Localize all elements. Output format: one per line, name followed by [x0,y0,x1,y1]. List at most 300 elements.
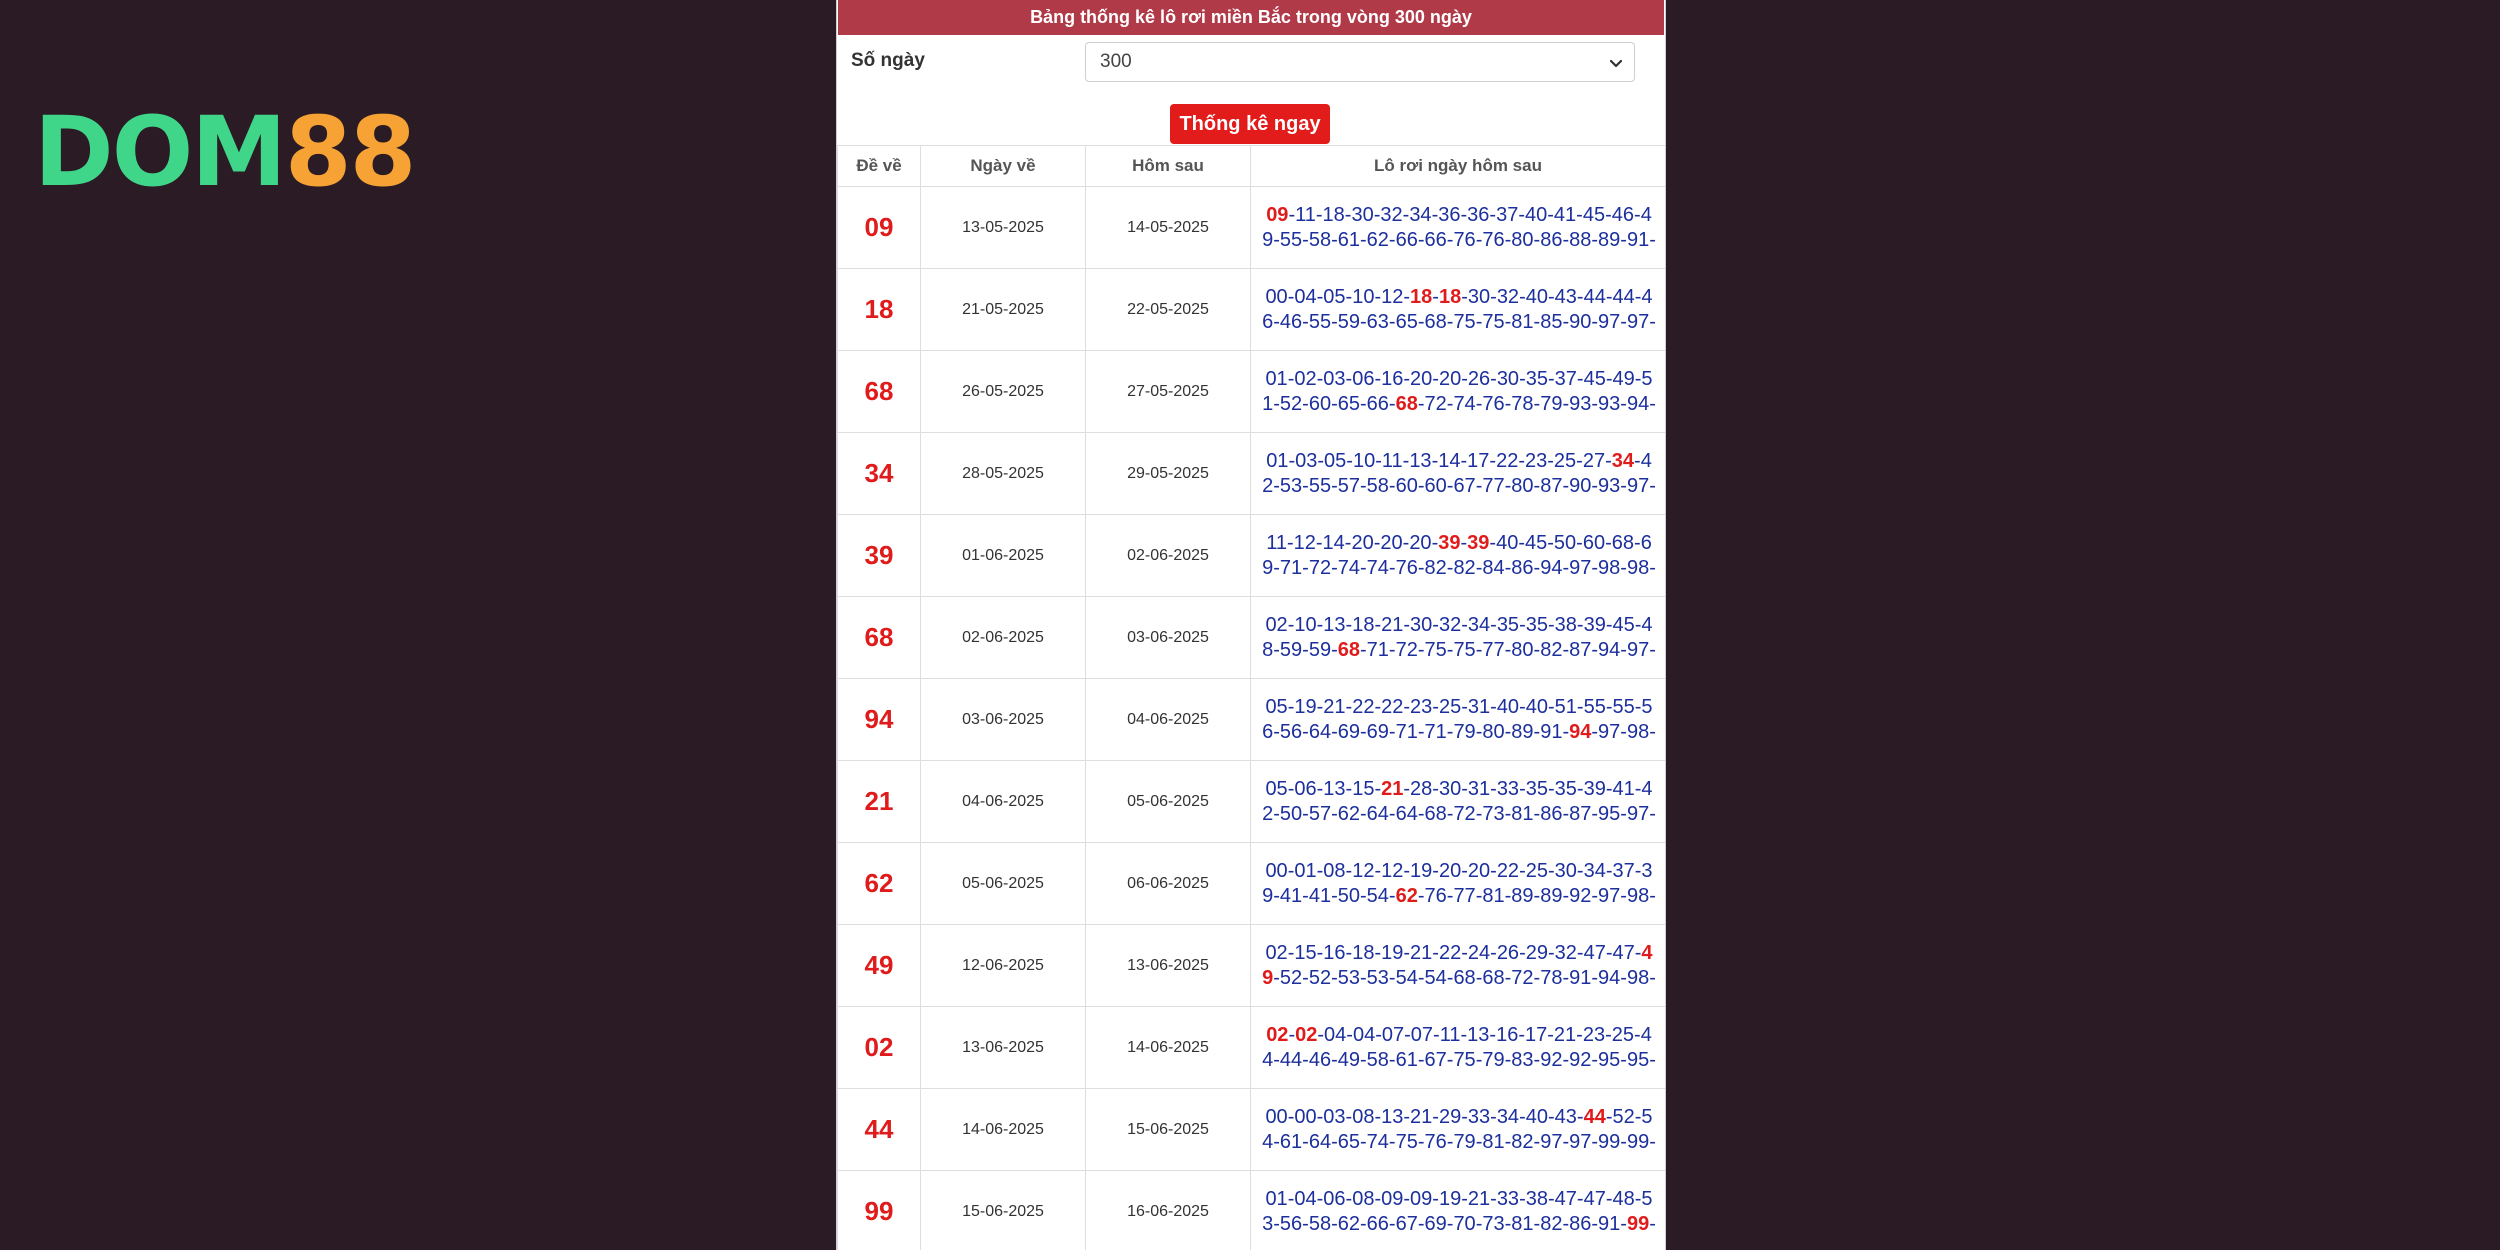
lo-number: 50 [1279,802,1303,825]
lo-roi-cell: 05-06-13-15-21-28-30-31-33-35-35-39-41-42-50-57-62-64-64-68-72-73-81-86-87-95-97- [1251,761,1666,843]
lo-number: 71 [1366,638,1389,661]
lo-number: 86 [1569,1212,1592,1235]
lo-number: 88 [1569,228,1592,251]
lo-number: 25 [1553,449,1577,472]
lo-number: 40 [1525,285,1548,308]
lo-number: 74 [1337,556,1360,579]
lo-number: 67 [1453,474,1476,497]
lo-number: 91 [1569,966,1592,989]
lo-number: 64 [1308,1130,1332,1153]
lo-number: 22 [1496,859,1520,882]
lo-roi-cell: 01-02-03-06-16-20-20-26-30-35-37-45-49-51-52-60-65-66-68-72-74-76-78-79-93-93-94- [1251,351,1666,433]
lo-number: 18 [1322,203,1345,226]
lo-number: 83 [1511,1048,1534,1071]
lo-number: 75 [1453,638,1476,661]
lo-number: 17 [1467,449,1490,472]
lo-number: 13 [1381,1105,1404,1128]
lo-number: 25 [1525,859,1548,882]
lo-number: 80 [1511,228,1534,251]
lo-number: 80 [1511,638,1534,661]
lo-number: 99 [1626,1130,1650,1153]
lo-number: 13 [1409,449,1432,472]
lo-number: 05 [1265,777,1288,800]
lo-number: 22 [1352,695,1375,718]
lo-number: 86 [1511,556,1534,579]
lo-number: 68 [1453,966,1476,989]
lo-number-highlight: 68 [1395,392,1418,415]
lo-number: 74 [1453,392,1476,415]
de-ve-cell: 68 [838,597,921,679]
lo-number: 67 [1395,1212,1418,1235]
lo-number: 58 [1366,1048,1389,1071]
lo-number: 39 [1583,613,1606,636]
lo-number: 84 [1482,556,1505,579]
lo-number: 59 [1308,638,1332,661]
lo-number: 60 [1308,392,1332,415]
lo-number: 53 [1337,966,1360,989]
lo-number-highlight: 21 [1381,777,1404,800]
lo-number: 76 [1453,228,1476,251]
lo-number: 68 [1424,310,1447,333]
lo-number: 94 [1540,556,1563,579]
de-ve-cell: 34 [838,433,921,515]
lo-number: 70 [1453,1212,1476,1235]
lo-number: 93 [1569,392,1592,415]
lo-number: 21 [1553,1023,1577,1046]
hom-sau-cell: 15-06-2025 [1086,1089,1251,1171]
lo-number: 58 [1366,474,1389,497]
de-ve-cell: 99 [838,1171,921,1250]
lo-number: 76 [1424,1130,1447,1153]
lo-number: 98 [1626,966,1650,989]
logo-text-88: 88 [284,96,415,208]
lo-number: 82 [1453,556,1476,579]
lo-number: 52 [1308,966,1332,989]
lo-number: 02 [1265,941,1288,964]
lo-number: 67 [1424,1048,1447,1071]
lo-number: 30 [1496,367,1520,390]
dom88-logo [34,96,415,208]
de-ve-cell: 49 [838,925,921,1007]
lo-number: 82 [1424,556,1447,579]
lo-number: 56 [1279,720,1303,743]
lo-number: 23 [1525,449,1548,472]
lo-number: 59 [1279,638,1303,661]
lo-number: 92 [1540,1048,1563,1071]
table-row [838,515,1666,597]
lo-roi-cell: 02-02-04-04-07-07-11-13-16-17-21-23-25-44-44-46-49-58-61-67-75-79-83-92-92-95-95- [1251,1007,1666,1089]
lo-number: 60 [1582,531,1606,554]
lo-number: 11 [1439,1023,1461,1046]
lo-number: 87 [1569,638,1592,661]
lo-number: 79 [1453,720,1476,743]
lo-number: 02 [1294,367,1317,390]
de-ve-cell: 18 [838,269,921,351]
lo-number-highlight: 34 [1611,449,1635,472]
lo-number: 34 [1496,1105,1520,1128]
lo-number: 29 [1525,941,1548,964]
lo-number: 48 [1612,1187,1635,1210]
lo-number: 23 [1582,1023,1606,1046]
lo-number: 64 [1395,802,1418,825]
lo-number: 47 [1583,1187,1606,1210]
lo-number: 16 [1496,1023,1519,1046]
lo-number: 22 [1438,941,1462,964]
lo-number: 06 [1352,367,1375,390]
lo-number: 58 [1308,228,1332,251]
lo-number: 10 [1352,449,1376,472]
lo-number: 35 [1525,613,1548,636]
lo-number: 37 [1612,859,1635,882]
lo-number: 75 [1482,310,1505,333]
lo-number: 72 [1511,966,1534,989]
lo-roi-cell: 00-00-03-08-13-21-29-33-34-40-43-44-52-54-61-64-65-74-75-76-79-81-82-97-97-99-99- [1251,1089,1666,1171]
lo-number: 26 [1496,941,1520,964]
lo-number: 73 [1482,1212,1505,1235]
lo-number: 97 [1598,720,1621,743]
lo-number: 41 [1612,777,1635,800]
lo-number: 71 [1395,720,1418,743]
table-row [838,351,1666,433]
lo-roi-cell: 00-01-08-12-12-19-20-20-22-25-30-34-37-39-41-41-50-54-62-76-77-81-89-89-92-97-98- [1251,843,1666,925]
lo-number: 47 [1612,941,1635,964]
lo-number: 89 [1511,720,1534,743]
lo-number: 00 [1265,285,1288,308]
lo-number: 56 [1279,1212,1303,1235]
hom-sau-cell: 14-05-2025 [1086,187,1251,269]
stats-panel [836,0,1666,1250]
table-row [838,1089,1666,1171]
lo-number: 50 [1337,884,1360,907]
lo-number: 91 [1626,228,1650,251]
lo-number: 99 [1598,1130,1621,1153]
lo-number: 69 [1424,1212,1447,1235]
de-ve-cell: 39 [838,515,921,597]
lo-number: 55 [1583,695,1606,718]
lo-number: 82 [1540,638,1563,661]
lo-number: 31 [1467,695,1491,718]
lo-number: 32 [1438,613,1462,636]
lo-number: 93 [1598,392,1621,415]
lo-number: 19 [1381,941,1404,964]
days-label: Số ngày [851,50,925,71]
de-ve-cell: 62 [838,843,921,925]
lo-roi-cell: 09-11-18-30-32-34-36-36-37-40-41-45-46-49-55-58-61-62-66-66-76-76-80-86-88-89-91- [1251,187,1666,269]
ngay-ve-cell: 04-06-2025 [921,761,1086,843]
lo-number: 90 [1569,474,1592,497]
lo-number-highlight: 39 [1467,531,1490,554]
lo-number: 22 [1381,695,1404,718]
lo-number: 81 [1511,1212,1534,1235]
lo-number: 95 [1626,1048,1650,1071]
days-select-value: 300 [1100,51,1132,72]
lo-number: 55 [1308,310,1332,333]
lo-roi-cell: 05-19-21-22-22-23-25-31-40-40-51-55-55-56-56-64-69-69-71-71-79-80-89-91-94-97-98- [1251,679,1666,761]
table-row [838,1007,1666,1089]
de-ve-cell: 94 [838,679,921,761]
lo-number: 51 [1262,367,1653,415]
lo-number: 09 [1381,1187,1404,1210]
lo-number: 15 [1294,941,1317,964]
lo-number: 74 [1366,1130,1389,1153]
lo-number: 55 [1279,228,1303,251]
lo-number: 30 [1554,859,1577,882]
lo-number: 35 [1525,367,1548,390]
lo-number-highlight: 02 [1266,1023,1289,1046]
lo-number: 15 [1352,777,1375,800]
lo-number: 40 [1496,531,1519,554]
lo-number: 18 [1352,941,1375,964]
lo-number: 32 [1496,285,1520,308]
lo-number: 56 [1262,695,1653,743]
lo-number: 97 [1598,884,1621,907]
lo-number: 57 [1337,474,1360,497]
hom-sau-cell: 13-06-2025 [1086,925,1251,1007]
lo-number: 32 [1554,941,1577,964]
lo-number: 57 [1308,802,1332,825]
table-row [838,269,1666,351]
lo-number: 45 [1612,613,1635,636]
lo-number: 20 [1438,367,1462,390]
lo-number-highlight: 49 [1262,941,1653,989]
lo-number: 39 [1583,777,1606,800]
lo-number: 87 [1540,474,1563,497]
lo-number: 60 [1424,474,1447,497]
lo-number: 75 [1395,1130,1418,1153]
lo-number: 47 [1583,941,1606,964]
lo-number: 08 [1352,1187,1375,1210]
lo-number: 94 [1626,392,1650,415]
ngay-ve-cell: 14-06-2025 [921,1089,1086,1171]
lo-number: 33 [1496,777,1520,800]
lo-number: 10 [1352,285,1375,308]
page-title: Bảng thống kê lô rơi miền Bắc trong vòng 300 ngày [838,0,1664,35]
lo-number: 78 [1540,966,1563,989]
days-select[interactable] [1085,42,1635,82]
lo-number: 98 [1626,720,1650,743]
lo-number: 42 [1262,449,1652,497]
lo-number: 61 [1279,1130,1303,1153]
lo-number: 69 [1337,720,1360,743]
table-row [838,925,1666,1007]
lo-number: 75 [1453,310,1476,333]
lo-number: 09 [1410,1187,1433,1210]
lo-number: 38 [1554,613,1577,636]
lo-number: 80 [1511,474,1534,497]
lo-number: 97 [1626,310,1650,333]
lo-number: 11 [1266,531,1287,554]
lo-number: 89 [1598,228,1621,251]
lo-number: 00 [1265,1105,1288,1128]
header-lo-roi: Lô rơi ngày hôm sau [1251,146,1666,187]
lo-number: 50 [1553,531,1577,554]
lo-number: 04 [1352,1023,1376,1046]
lo-number: 48 [1262,613,1653,661]
ngay-ve-cell: 26-05-2025 [921,351,1086,433]
lo-number: 90 [1569,310,1592,333]
hom-sau-cell: 27-05-2025 [1086,351,1251,433]
lo-number: 82 [1511,1130,1534,1153]
lo-number: 97 [1598,310,1621,333]
lo-number: 55 [1308,474,1332,497]
lo-number: 12 [1381,285,1404,308]
hom-sau-cell: 22-05-2025 [1086,269,1251,351]
lo-number-highlight: 99 [1626,1212,1650,1235]
lo-number: 65 [1337,1130,1360,1153]
lo-number: 79 [1540,392,1563,415]
ngay-ve-cell: 02-06-2025 [921,597,1086,679]
lo-number: 95 [1598,1048,1621,1071]
lo-number: 68 [1482,966,1505,989]
header-hom-sau: Hôm sau [1086,146,1251,187]
lo-number-highlight: 44 [1583,1105,1606,1128]
lo-number: 21 [1410,1105,1433,1128]
lo-number: 97 [1540,1130,1563,1153]
lo-number: 30 [1410,613,1433,636]
lo-number: 20 [1410,367,1433,390]
lo-number: 54 [1262,1105,1653,1153]
lo-number: 89 [1511,884,1534,907]
lo-number: 53 [1279,474,1303,497]
lo-number: 20 [1351,531,1374,554]
lo-number: 18 [1352,613,1375,636]
submit-button[interactable]: Thống kê ngay [1170,104,1330,144]
lo-number: 12 [1352,859,1375,882]
lo-number-highlight: 18 [1438,285,1462,308]
de-ve-cell: 02 [838,1007,921,1089]
lo-number: 13 [1323,613,1346,636]
lo-roi-cell: 01-04-06-08-09-09-19-21-33-38-47-47-48-53-56-58-62-66-67-69-70-73-81-82-86-91-99- [1251,1171,1666,1250]
lo-number: 64 [1366,802,1389,825]
lo-number: 68 [1611,531,1635,554]
hom-sau-cell: 06-06-2025 [1086,843,1251,925]
lo-number: 00 [1265,859,1288,882]
lo-number: 45 [1583,367,1606,390]
lo-number: 62 [1337,802,1360,825]
ngay-ve-cell: 01-06-2025 [921,515,1086,597]
lo-number: 04 [1294,285,1317,308]
lo-number: 64 [1308,720,1332,743]
lo-number: 34 [1409,203,1432,226]
lo-number: 89 [1540,884,1563,907]
lo-number: 13 [1467,1023,1490,1046]
lo-number: 97 [1626,638,1650,661]
lo-number: 08 [1352,1105,1375,1128]
lo-number: 37 [1496,203,1519,226]
results-table [837,145,1666,1250]
lo-number: 16 [1323,941,1346,964]
lo-roi-cell: 02-10-13-18-21-30-32-34-35-35-38-39-45-48-59-59-68-71-72-75-75-77-80-82-87-94-97- [1251,597,1666,679]
lo-number: 40 [1496,695,1520,718]
ngay-ve-cell: 13-05-2025 [921,187,1086,269]
table-row [838,433,1666,515]
lo-number: 49 [1337,1048,1360,1071]
lo-number: 20 [1380,531,1403,554]
lo-number: 80 [1482,720,1505,743]
lo-number: 62 [1337,1212,1360,1235]
de-ve-cell: 44 [838,1089,921,1171]
lo-number: 39 [1262,859,1653,907]
lo-number: 82 [1540,1212,1563,1235]
lo-number: 94 [1598,638,1621,661]
table-row [838,187,1666,269]
lo-number: 35 [1525,777,1548,800]
lo-number: 92 [1569,884,1592,907]
lo-number: 44 [1583,285,1606,308]
lo-number: 66 [1366,1212,1389,1235]
lo-number-highlight: 94 [1569,720,1592,743]
lo-number: 46 [1262,285,1653,333]
lo-number: 03 [1295,449,1318,472]
ngay-ve-cell: 05-06-2025 [921,843,1086,925]
logo-text-dom: DOM [34,96,285,208]
lo-number: 32 [1380,203,1403,226]
lo-number: 86 [1540,802,1563,825]
lo-number: 34 [1583,859,1606,882]
chevron-down-icon [1608,55,1624,71]
lo-number: 26 [1467,367,1491,390]
lo-number: 53 [1366,966,1389,989]
table-row [838,679,1666,761]
lo-number: 76 [1424,884,1447,907]
lo-number: 35 [1554,777,1577,800]
ngay-ve-cell: 12-06-2025 [921,925,1086,1007]
lo-number: 20 [1467,859,1491,882]
lo-number: 94 [1598,966,1621,989]
lo-number: 91 [1540,720,1563,743]
lo-number: 22 [1496,449,1519,472]
lo-number: 19 [1410,859,1433,882]
table-row [838,1171,1666,1250]
lo-number: 69 [1262,531,1652,579]
lo-number: 38 [1525,1187,1548,1210]
lo-number-highlight: 18 [1410,285,1433,308]
lo-roi-cell: 01-03-05-10-11-13-14-17-22-23-25-27-34-42-53-55-57-58-60-60-67-77-80-87-90-93-97- [1251,433,1666,515]
lo-number: 81 [1482,884,1505,907]
lo-number: 04 [1294,1187,1317,1210]
hom-sau-cell: 05-06-2025 [1086,761,1251,843]
lo-number: 49 [1262,203,1652,251]
lo-number: 65 [1337,392,1360,415]
lo-number: 74 [1366,556,1389,579]
lo-number: 45 [1525,531,1548,554]
lo-number: 49 [1612,367,1635,390]
lo-number: 11 [1381,449,1403,472]
lo-number: 61 [1337,228,1360,251]
lo-number: 54 [1366,884,1389,907]
lo-number: 95 [1598,802,1621,825]
lo-number: 43 [1554,1105,1577,1128]
lo-number: 72 [1424,392,1447,415]
lo-number: 19 [1294,695,1317,718]
lo-number: 93 [1598,474,1621,497]
lo-number: 40 [1525,203,1548,226]
lo-number: 14 [1322,531,1345,554]
lo-number: 75 [1424,638,1447,661]
lo-number: 69 [1366,720,1389,743]
lo-number: 46 [1279,310,1303,333]
lo-number: 06 [1294,777,1317,800]
lo-number: 68 [1424,802,1447,825]
lo-number: 79 [1453,1130,1476,1153]
lo-number: 98 [1626,884,1650,907]
lo-number: 11 [1295,203,1316,226]
lo-number: 72 [1395,638,1418,661]
hom-sau-cell: 14-06-2025 [1086,1007,1251,1089]
lo-number: 71 [1279,556,1303,579]
hom-sau-cell: 03-06-2025 [1086,597,1251,679]
lo-number: 06 [1323,1187,1346,1210]
